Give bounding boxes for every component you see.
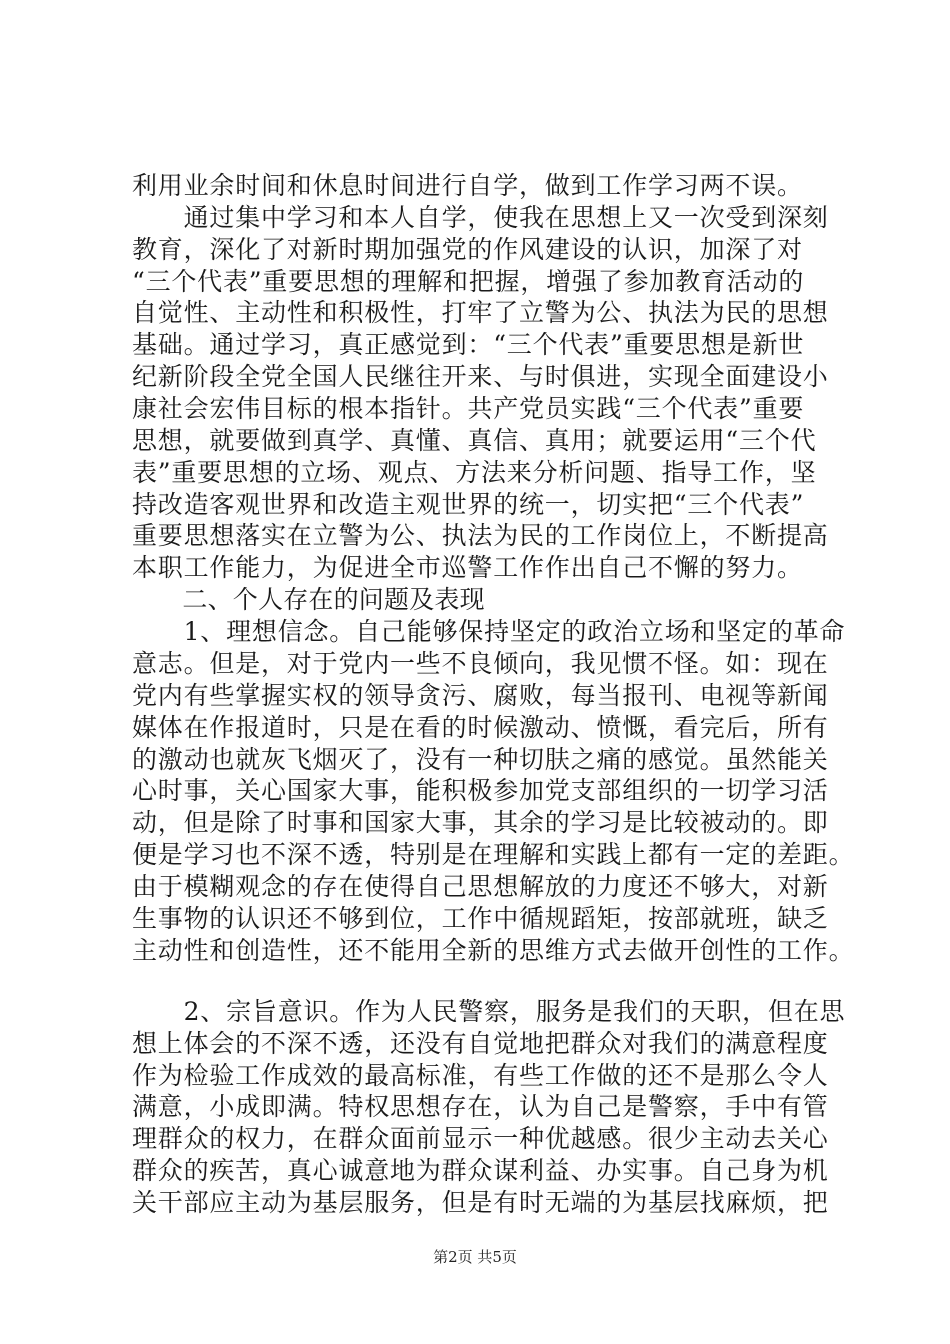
- paragraph-line: 基础。通过学习，真正感觉到：“三个代表”重要思想是新世: [132, 330, 805, 360]
- page-footer: 第2页 共5页: [433, 1248, 517, 1266]
- paragraph-line: 自觉性、主动性和积极性，打牢了立警为公、执法为民的思想: [132, 298, 829, 328]
- paragraph-line: 生事物的认识还不够到位，工作中循规蹈矩，按部就班，缺乏: [132, 903, 829, 933]
- paragraph-line: 主动性和创造性，还不能用全新的思维方式去做开创性的工作。: [132, 935, 855, 965]
- paragraph-line: 康社会宏伟目标的根本指针。共产党员实践“三个代表”重要: [132, 394, 805, 424]
- paragraph-line: 群众的疾苦，真心诚意地为群众谋利益、办实事。自己身为机: [132, 1156, 829, 1186]
- paragraph-line: 作为检验工作成效的最高标准，有些工作做的还不是那么令人: [132, 1060, 829, 1090]
- paragraph-line: 动，但是除了时事和国家大事，其余的学习是比较被动的。即: [132, 808, 829, 838]
- section-heading: 二、个人存在的问题及表现: [132, 585, 485, 615]
- paragraph-line: 教育，深化了对新时期加强党的作风建设的认识，加深了对: [132, 234, 803, 264]
- paragraph-line: 便是学习也不深不透，特别是在理解和实践上都有一定的差距。: [132, 840, 855, 870]
- paragraph-line: 媒体在作报道时，只是在看的时候激动、愤慨，看完后，所有: [132, 712, 829, 742]
- paragraph-line: 重要思想落实在立警为公、执法为民的工作岗位上，不断提高: [132, 521, 829, 551]
- paragraph-line: 本职工作能力，为促进全市巡警工作作出自己不懈的努力。: [132, 553, 803, 583]
- paragraph-line: 表”重要思想的立场、观点、方法来分析问题、指导工作，坚: [132, 457, 817, 487]
- paragraph-line: 2、宗旨意识。作为人民警察，服务是我们的天职，但在思: [132, 996, 846, 1026]
- paragraph-line: 通过集中学习和本人自学，使我在思想上又一次受到深刻: [132, 202, 829, 232]
- paragraph-line: 理群众的权力，在群众面前显示一种优越感。很少主动去关心: [132, 1124, 829, 1154]
- paragraph-line: 纪新阶段全党全国人民继往开来、与时俱进，实现全面建设小: [132, 362, 829, 392]
- paragraph-line: 持改造客观世界和改造主观世界的统一，切实把“三个代表”: [132, 489, 805, 519]
- paragraph-line: 由于模糊观念的存在使得自己思想解放的力度还不够大，对新: [132, 871, 829, 901]
- paragraph-line: 的激动也就灰飞烟灭了，没有一种切肤之痛的感觉。虽然能关: [132, 744, 829, 774]
- paragraph-line: 1、理想信念。自己能够保持坚定的政治立场和坚定的革命: [132, 617, 846, 647]
- paragraph-line: 心时事，关心国家大事，能积极参加党支部组织的一切学习活: [132, 776, 829, 806]
- paragraph-line: 想上体会的不深不透，还没有自觉地把群众对我们的满意程度: [132, 1028, 829, 1058]
- text-line: 利用业余时间和休息时间进行自学，做到工作学习两不误。: [132, 171, 803, 200]
- paragraph-line: 意志。但是，对于党内一些不良倾向，我见惯不怪。如：现在: [132, 648, 829, 678]
- paragraph-line: 思想，就要做到真学、真懂、真信、真用；就要运用“三个代: [132, 425, 817, 455]
- paragraph-line: 党内有些掌握实权的领导贪污、腐败，每当报刊、电视等新闻: [132, 680, 829, 710]
- paragraph-line: “三个代表”重要思想的理解和把握，增强了参加教育活动的: [132, 266, 805, 296]
- paragraph-line: 关干部应主动为基层服务，但是有时无端的为基层找麻烦，把: [132, 1187, 829, 1217]
- paragraph-line: 满意，小成即满。特权思想存在，认为自己是警察，手中有管: [132, 1092, 829, 1122]
